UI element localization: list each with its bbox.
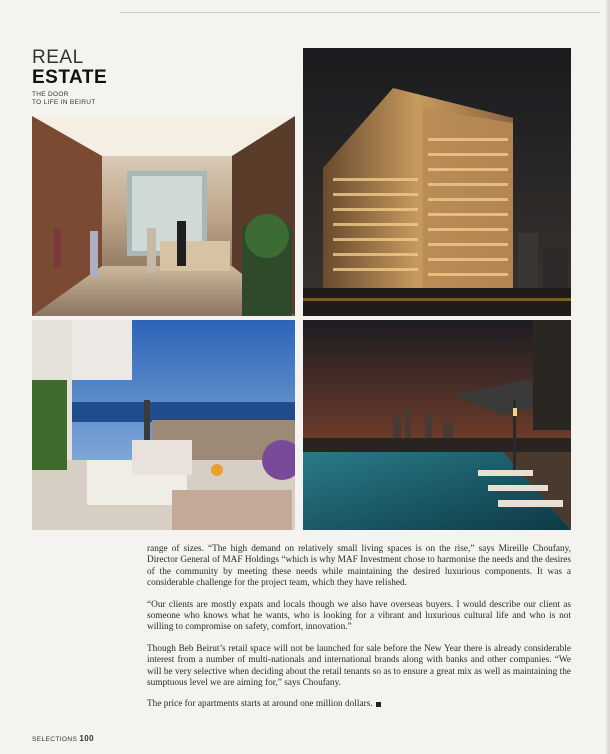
article-paragraph: Though Beb Beirut’s retail space will not be launched for sale before the New Year there is already considerable interest from a number of multi-nationals and international brands along with banks and other companies. “We will be very selective when deciding about the retail tenants so as to ensure a great mix as well as maintaining the sumptuous level we are aiming for,” says Choufany. — [147, 643, 571, 689]
section-header — [32, 48, 107, 107]
section-title-line2: ESTATE — [32, 67, 108, 88]
article-paragraph: “Our clients are mostly expats and locals though we also have overseas buyers. I would describe our client as someone who knows what he wants, who is looking for a vibrant and luxurious cultural life and who is not willing to compromise on safety, comfort, innovation.” — [147, 599, 571, 633]
article-paragraph-last — [147, 699, 571, 710]
end-of-article-icon — [376, 702, 381, 707]
section-subtitle — [32, 91, 107, 107]
page-number: 100 — [79, 734, 94, 743]
section-title-line1: REAL — [32, 47, 84, 68]
page-footer — [32, 734, 94, 743]
lobby-photo — [32, 116, 295, 316]
tower-photo — [303, 48, 571, 316]
page-edge — [606, 0, 610, 754]
subtitle-line1: THE DOOR — [32, 91, 69, 98]
terrace-photo — [32, 320, 295, 530]
article-paragraph: range of sizes. “The high demand on relatively small living spaces is on the rise,” says Mireille Choufany, Director General of MAF Holdings “which is why MAF Investment chose to harmonise the needs and the desires of the community by meeting these needs while maintaining the desired luxurious components. It was a considerable challenge for the project team, which they have relished. — [147, 544, 571, 589]
top-rule — [120, 12, 600, 13]
pool-photo — [303, 320, 571, 530]
article-closing-text: The price for apartments starts at around one million dollars. — [147, 699, 373, 710]
article-body — [147, 544, 571, 721]
subtitle-line2: TO LIFE IN BEIRUT — [32, 99, 96, 106]
magazine-name: SELECTIONS — [32, 736, 78, 743]
